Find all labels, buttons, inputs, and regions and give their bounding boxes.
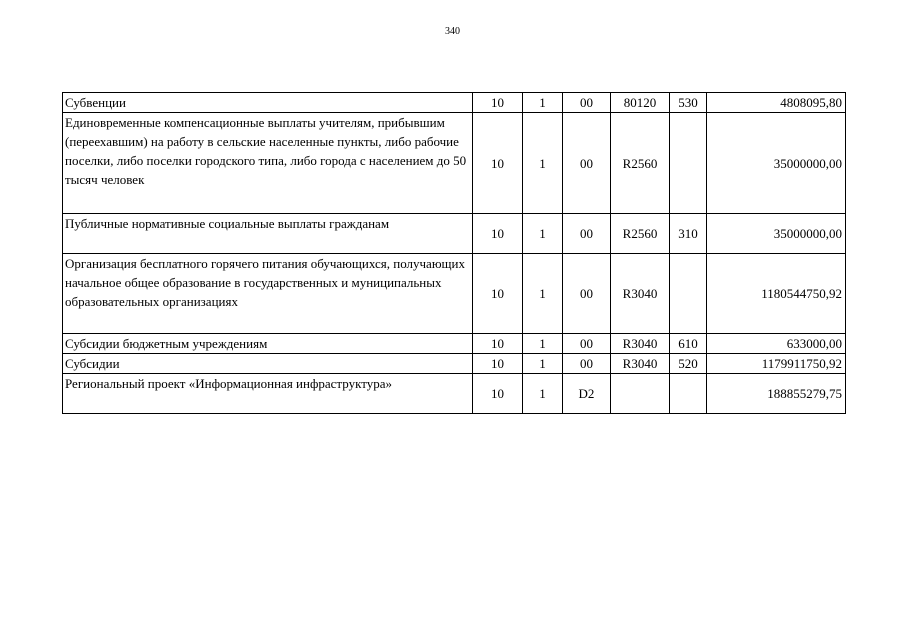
subsection-code: 1 [523,113,563,214]
target-article-code: R2560 [611,214,670,254]
subsection-code: 1 [523,93,563,113]
target-article-code: R3040 [611,254,670,334]
expense-type-code: 530 [670,93,707,113]
section-code: 10 [473,93,523,113]
amount: 1180544750,92 [707,254,846,334]
target-article-code: R3040 [611,354,670,374]
table-row [63,254,846,334]
program-code: 00 [563,334,611,354]
row-description: Субсидии бюджетным учреждениям [63,334,473,354]
subsection-code: 1 [523,334,563,354]
amount: 35000000,00 [707,214,846,254]
target-article-code: 80120 [611,93,670,113]
table-row [63,354,846,374]
program-code: 00 [563,93,611,113]
section-code: 10 [473,374,523,414]
table-row [63,93,846,113]
expense-type-code [670,374,707,414]
amount: 1179911750,92 [707,354,846,374]
row-description: Организация бесплатного горячего питания обучающихся, получающих начальное общее образование в государственных и муниципальных образовательных организациях [63,254,473,334]
program-code: 00 [563,214,611,254]
amount: 35000000,00 [707,113,846,214]
target-article-code: R2560 [611,113,670,214]
table-row [63,334,846,354]
budget-table [62,92,846,414]
amount: 188855279,75 [707,374,846,414]
subsection-code: 1 [523,374,563,414]
table-row [63,374,846,414]
row-description: Субсидии [63,354,473,374]
row-description: Субвенции [63,93,473,113]
amount: 633000,00 [707,334,846,354]
target-article-code [611,374,670,414]
expense-type-code [670,113,707,214]
expense-type-code: 520 [670,354,707,374]
expense-type-code [670,254,707,334]
table-row [63,113,846,214]
section-code: 10 [473,334,523,354]
program-code: 00 [563,113,611,214]
program-code: 00 [563,254,611,334]
section-code: 10 [473,354,523,374]
section-code: 10 [473,254,523,334]
target-article-code: R3040 [611,334,670,354]
section-code: 10 [473,113,523,214]
subsection-code: 1 [523,214,563,254]
subsection-code: 1 [523,254,563,334]
program-code: 00 [563,354,611,374]
row-description: Публичные нормативные социальные выплаты гражданам [63,214,473,254]
expense-type-code: 610 [670,334,707,354]
row-description: Единовременные компенсационные выплаты учителям, прибывшим (переехавшим) на работу в сельские населенные пункты, либо рабочие поселки, либо поселки городского типа, либо города с населением до 50 тысяч человек [63,113,473,214]
page-number: 340 [445,26,460,37]
amount: 4808095,80 [707,93,846,113]
expense-type-code: 310 [670,214,707,254]
subsection-code: 1 [523,354,563,374]
program-code: D2 [563,374,611,414]
section-code: 10 [473,214,523,254]
table-row [63,214,846,254]
row-description: Региональный проект «Информационная инфраструктура» [63,374,473,414]
